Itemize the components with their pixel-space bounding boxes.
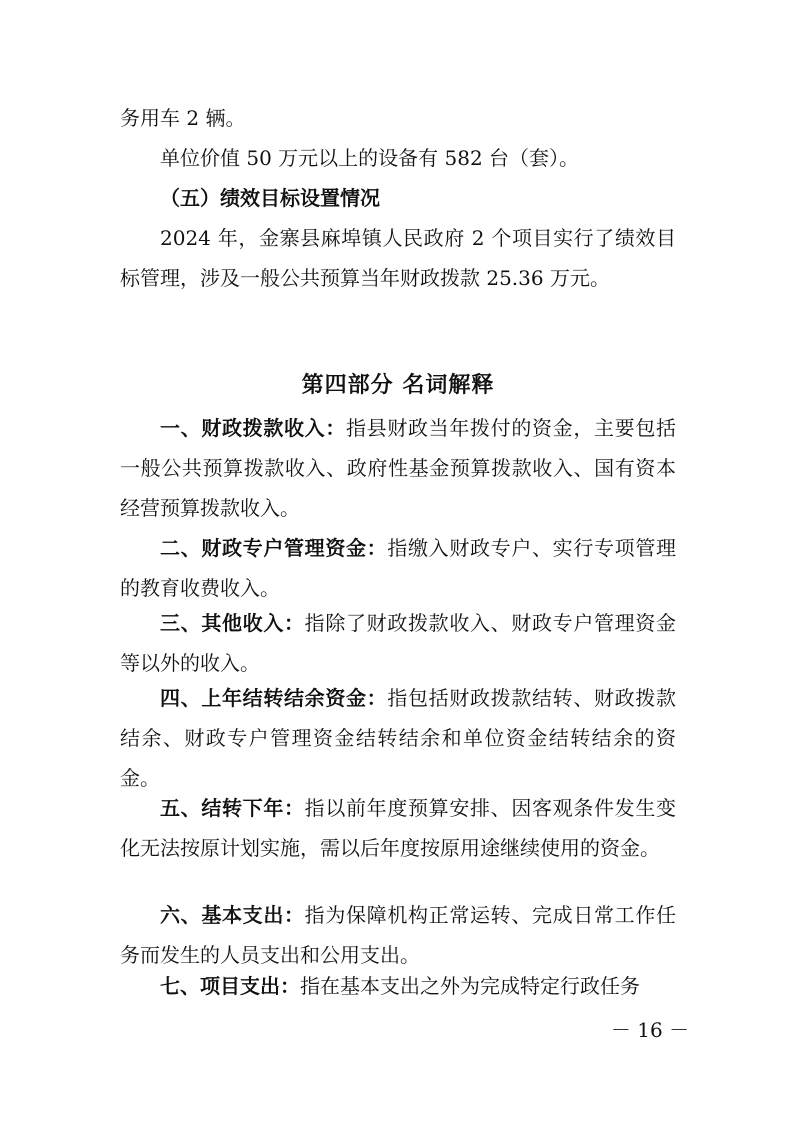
paragraph-vehicles <box>120 98 676 138</box>
paragraph-performance <box>120 218 676 298</box>
definition-item-3 <box>120 603 676 683</box>
definition-desc: 指县财政当年拨付的资金，主要包括一般公共预算拨款收入、政府性基金预算拨款收入、国有资本经营预算拨款收入。 <box>120 416 676 520</box>
definition-desc: 指缴入财政专户、实行专项管理的教育收费收入。 <box>120 536 677 600</box>
definition-desc: 指以前年度预算安排、因客观条件发生变化无法按原计划实施，需以后年度按原用途继续使用的资金。 <box>120 796 677 860</box>
definition-term: 二、财政专户管理资金： <box>160 536 388 560</box>
definition-term: 四、上年结转结余资金： <box>160 686 388 710</box>
definition-term: 六、基本支出： <box>160 903 305 927</box>
definition-term: 五、结转下年： <box>160 796 305 820</box>
section-title: 第四部分 名词解释 <box>301 373 495 398</box>
paragraph-equipment <box>120 138 676 178</box>
heading-text: （五）绩效目标设置情况 <box>160 186 380 210</box>
definition-item-4 <box>120 678 676 798</box>
definition-desc: 指包括财政拨款结转、财政拨款结余、财政专户管理资金结转结余和单位资金结转结余的资金。 <box>120 686 677 790</box>
definition-item-2 <box>120 528 676 608</box>
vehicles-text: 务用车 2 辆。 <box>120 106 246 130</box>
equipment-text: 单位价值 50 万元以上的设备有 582 台（套）。 <box>160 146 580 170</box>
definition-desc: 指为保障机构正常运转、完成日常工作任务而发生的人员支出和公用支出。 <box>120 903 677 967</box>
definition-item-6 <box>120 895 676 975</box>
definition-item-5 <box>120 788 676 868</box>
definition-term: 三、其他收入： <box>160 611 305 635</box>
definition-desc: 指除了财政拨款收入、财政专户管理资金等以外的收入。 <box>120 611 677 675</box>
definition-desc: 指在基本支出之外为完成特定行政任务 <box>300 974 640 998</box>
performance-text: 2024 年，金寨县麻埠镇人民政府 2 个项目实行了绩效目标管理，涉及一般公共预算当年财政拨款 25.36 万元。 <box>120 226 676 290</box>
definition-term: 一、财政拨款收入： <box>160 416 346 440</box>
definition-item-1 <box>120 408 676 528</box>
definition-term: 七、项目支出： <box>160 974 300 998</box>
page-number: － 16 － <box>610 1018 690 1042</box>
heading-performance-goals <box>120 178 676 218</box>
definition-item-7 <box>120 966 676 1006</box>
